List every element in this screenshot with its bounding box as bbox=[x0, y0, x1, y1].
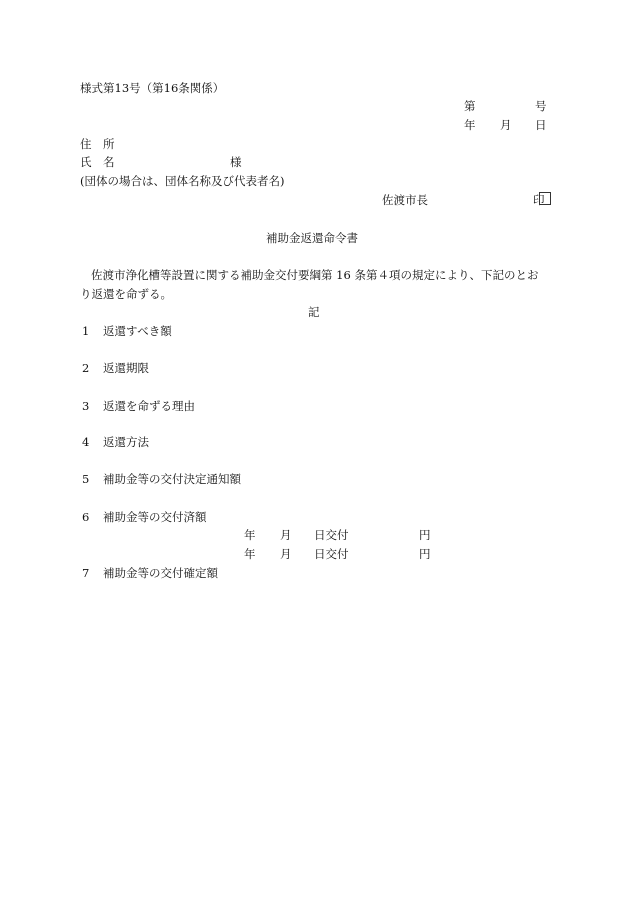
doc-title: 補助金返還命令書 bbox=[266, 231, 358, 245]
address-label: 住 所 bbox=[80, 137, 115, 151]
issuer-title: 佐渡市長 bbox=[382, 193, 428, 207]
item-label: 補助金等の交付確定額 bbox=[103, 566, 218, 580]
payment-hi-kofu: 日交付 bbox=[314, 528, 349, 542]
item-label: 返還すべき額 bbox=[103, 324, 172, 338]
date-tsuki: 月 bbox=[500, 118, 512, 132]
item-number: 4 bbox=[82, 435, 90, 449]
item-number: 5 bbox=[82, 472, 90, 486]
payment-yen: 円 bbox=[419, 547, 431, 561]
item-number: 2 bbox=[82, 361, 90, 375]
date-hi: 日 bbox=[535, 118, 547, 132]
body-line-1: 佐渡市浄化槽等設置に関する補助金交付要綱第 16 条第４項の規定により、下記のとお bbox=[91, 268, 539, 282]
seal-box bbox=[539, 192, 551, 205]
ki-label: 記 bbox=[308, 305, 320, 319]
item-number: 3 bbox=[82, 399, 90, 413]
item-number: 1 bbox=[82, 324, 90, 338]
doc-number-go: 号 bbox=[535, 99, 547, 113]
sama-label: 様 bbox=[230, 155, 242, 169]
name-label: 氏 名 bbox=[80, 155, 115, 169]
body-line-2: り返還を命ずる。 bbox=[80, 287, 172, 301]
form-id: 様式第13号（第16条関係） bbox=[80, 81, 225, 95]
item-label: 返還方法 bbox=[103, 435, 149, 449]
item-number: 6 bbox=[82, 510, 90, 524]
payment-hi-kofu: 日交付 bbox=[314, 547, 349, 561]
doc-number-dai: 第 bbox=[464, 99, 476, 113]
item-label: 補助金等の交付済額 bbox=[103, 510, 207, 524]
payment-nen: 年 bbox=[244, 547, 256, 561]
payment-yen: 円 bbox=[419, 528, 431, 542]
item-number: 7 bbox=[82, 566, 90, 580]
item-label: 補助金等の交付決定通知額 bbox=[103, 472, 241, 486]
payment-tsuki: 月 bbox=[280, 547, 292, 561]
seal-mark: 印 bbox=[533, 193, 545, 207]
date-nen: 年 bbox=[464, 118, 476, 132]
item-label: 返還を命ずる理由 bbox=[103, 399, 195, 413]
payment-tsuki: 月 bbox=[280, 528, 292, 542]
payment-nen: 年 bbox=[244, 528, 256, 542]
item-label: 返還期限 bbox=[103, 361, 149, 375]
group-note: (団体の場合は、団体名称及び代表者名) bbox=[80, 174, 285, 188]
